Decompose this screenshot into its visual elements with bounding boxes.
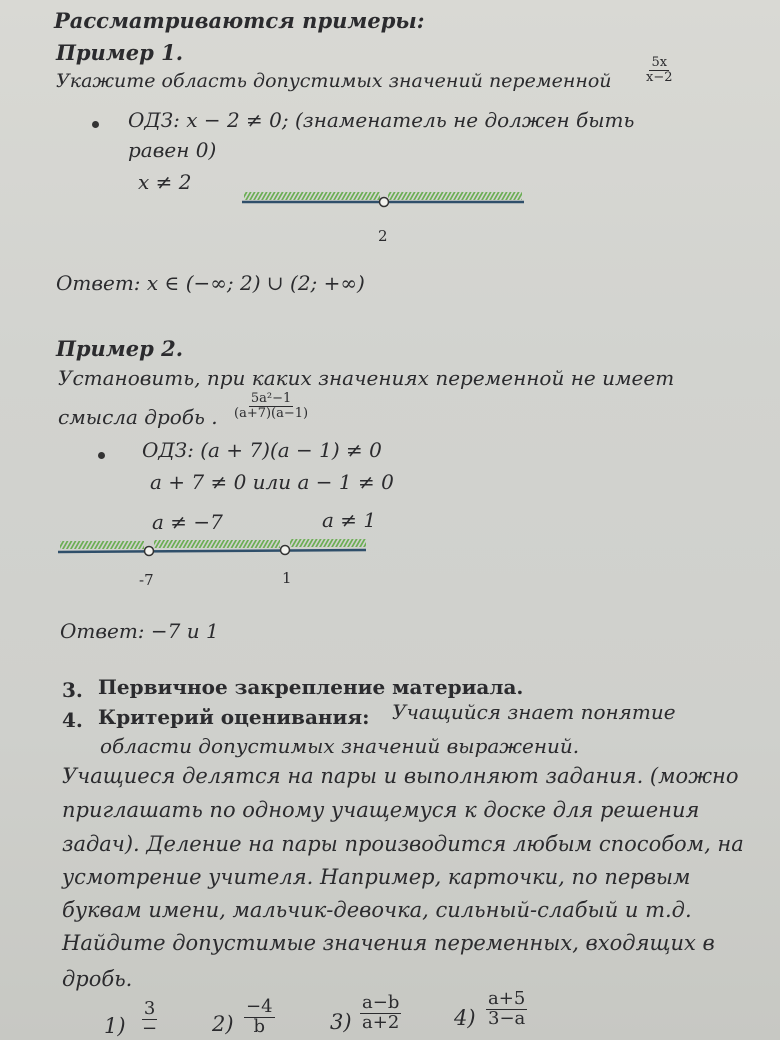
body-line-1: Учащиеся делятся на пары и выполняют задания. (можно bbox=[62, 764, 739, 788]
example1-fraction bbox=[644, 56, 675, 84]
example2-fraction-numerator: 5a²−1 bbox=[250, 391, 292, 406]
body-line-5: буквам имени, мальчик-девочка, сильный-слабый и т.д. bbox=[62, 898, 692, 922]
example2-task-line1: Установить, при каких значениях переменной не имеет bbox=[58, 366, 675, 390]
example2-task-line2: смысла дробь . bbox=[58, 405, 218, 429]
exercise-4-denominator: 3−a bbox=[488, 1007, 526, 1029]
example2-step: a + 7 ≠ 0 или a − 1 ≠ 0 bbox=[150, 470, 394, 494]
exercise-2-denominator: b bbox=[253, 1015, 266, 1037]
example2-condition2: a ≠ 1 bbox=[322, 508, 377, 532]
exercise-3-label: 3) bbox=[330, 1010, 352, 1034]
example1-task: Укажите область допустимых значений переменной bbox=[56, 70, 612, 92]
section3-number: 3. bbox=[62, 678, 83, 702]
example2-answer: Ответ: −7 и 1 bbox=[60, 619, 219, 643]
exercise-1-label: 1) bbox=[104, 1014, 126, 1038]
exercise-3-numerator: a−b bbox=[362, 992, 400, 1013]
example2-fraction-denominator: (a+7)(a−1) bbox=[234, 405, 309, 421]
section4-title: Критерий оценивания: bbox=[98, 705, 370, 729]
example2-fraction bbox=[232, 392, 310, 420]
exercise-4-label: 4) bbox=[454, 1006, 476, 1030]
example2-condition1: a ≠ −7 bbox=[152, 510, 223, 534]
shaded-interval-middle bbox=[154, 540, 280, 548]
section4-criterion-line2: области допустимых значений выражений. bbox=[100, 734, 580, 758]
example2-point1-label: -7 bbox=[139, 571, 154, 589]
section4-criterion-line1: Учащийся знает понятие bbox=[392, 700, 676, 724]
body-line-3: задач). Деление на пары производится любым способом, на bbox=[62, 832, 744, 856]
shaded-interval-right bbox=[388, 192, 522, 200]
exercise-2-fraction bbox=[244, 998, 275, 1037]
exercise-1-numerator: 3 bbox=[143, 998, 156, 1019]
body-line-4: усмотрение учителя. Например, карточки, по первым bbox=[62, 865, 691, 889]
section3-title: Первичное закрепление материала. bbox=[98, 675, 524, 699]
exercise-3-fraction bbox=[360, 994, 401, 1033]
bullet-icon bbox=[98, 452, 105, 459]
exercise-2-label: 2) bbox=[212, 1012, 234, 1036]
example2-point2-label: 1 bbox=[282, 569, 292, 587]
exercise-3-denominator: a+2 bbox=[362, 1011, 400, 1033]
example1-title: Пример 1. bbox=[56, 40, 184, 65]
example1-odz: ОДЗ: x − 2 ≠ 0; (знаменатель не должен быть bbox=[128, 108, 635, 132]
example2-odz: ОДЗ: (a + 7)(a − 1) ≠ 0 bbox=[142, 438, 382, 462]
open-point-icon bbox=[145, 547, 154, 556]
exercise-4-numerator: a+5 bbox=[488, 988, 526, 1009]
exercise-1-fraction bbox=[140, 1000, 159, 1039]
example2-number-line bbox=[58, 535, 378, 565]
axis-line bbox=[58, 550, 366, 552]
section4-number: 4. bbox=[62, 708, 83, 732]
example1-number-line bbox=[240, 188, 530, 218]
shaded-interval-left bbox=[244, 192, 380, 200]
example1-point-label: 2 bbox=[378, 227, 388, 245]
example1-answer: Ответ: x ∈ (−∞; 2) ∪ (2; +∞) bbox=[56, 271, 365, 295]
example1-condition: x ≠ 2 bbox=[138, 170, 192, 194]
example1-fraction-denominator: x−2 bbox=[646, 69, 673, 85]
open-point-icon bbox=[281, 546, 290, 555]
exercise-2-numerator: −4 bbox=[246, 996, 273, 1017]
bullet-icon bbox=[92, 121, 99, 128]
example2-title: Пример 2. bbox=[56, 336, 184, 361]
open-point-icon bbox=[380, 198, 389, 207]
exercise-1-denominator: − bbox=[142, 1017, 158, 1039]
exercise-4-fraction bbox=[486, 990, 527, 1029]
body-line-2: приглашать по одному учащемуся к доске для решения bbox=[62, 798, 700, 822]
body-line-6: Найдите допустимые значения переменных, входящих в bbox=[62, 931, 715, 955]
shaded-interval-left bbox=[60, 541, 144, 549]
body-line-7: дробь. bbox=[62, 967, 133, 991]
example1-fraction-numerator: 5x bbox=[651, 55, 668, 70]
example1-odz-continued: равен 0) bbox=[128, 138, 217, 162]
shaded-interval-right bbox=[290, 539, 366, 547]
examples-heading: Рассматриваются примеры: bbox=[54, 8, 425, 33]
